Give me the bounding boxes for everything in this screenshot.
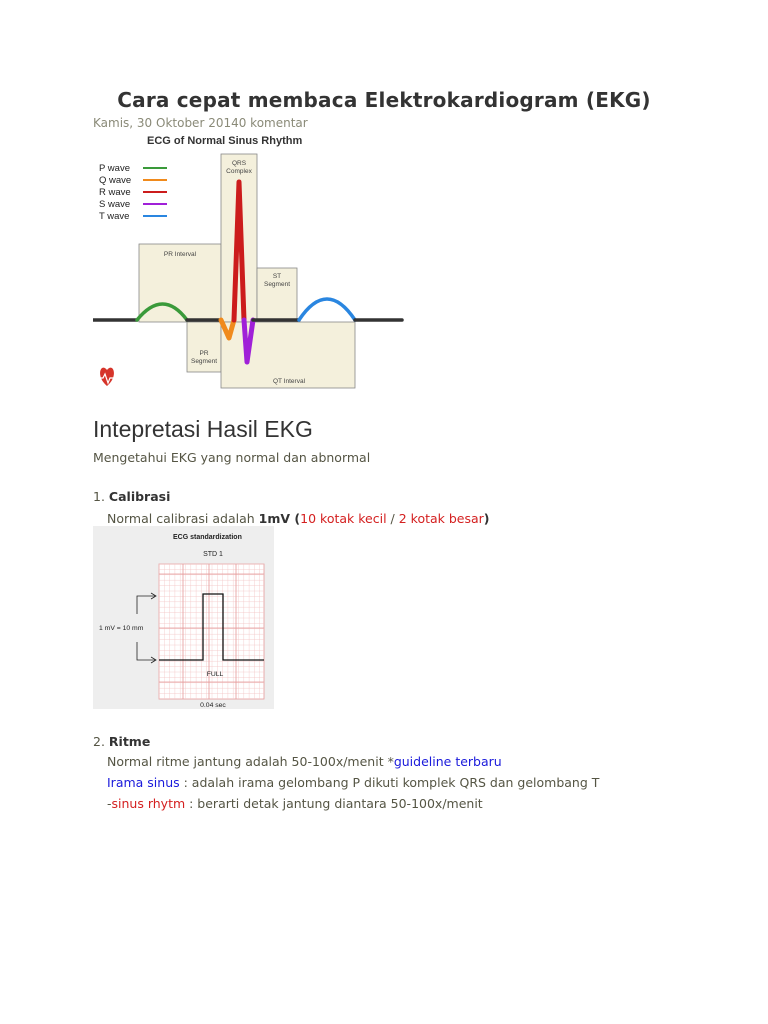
guideline-link[interactable]: guideline terbaru: [393, 754, 502, 769]
rhythm-line-2-text: : adalah irama gelombang P dikuti komplek QRS dan gelombang T: [183, 775, 600, 790]
calibration-small-boxes: 10 kotak kecil: [300, 511, 387, 526]
calibration-figure-title: ECG standardization: [173, 534, 242, 541]
rhythm-title: Ritme: [108, 734, 151, 749]
rhythm-line-1-text: Normal ritme jantung adalah 50-100x/menit *: [107, 754, 394, 769]
calibration-title: Calibrasi: [108, 489, 171, 504]
gain-label: FULL: [206, 671, 224, 678]
calibration-number: 1.: [93, 489, 105, 504]
pr-segment-label-line1: PR: [199, 350, 209, 357]
calibration-separator: /: [386, 511, 399, 526]
st-label-line1: ST: [272, 273, 282, 280]
sinus-rhytm-term: sinus rhytm: [111, 796, 190, 811]
section-subtitle: Mengetahui EKG yang normal dan abnormal: [93, 450, 371, 465]
legend-label-r: R wave: [99, 187, 131, 198]
calibration-large-boxes: 2 kotak besar: [398, 511, 484, 526]
rhythm-line-1: [107, 754, 502, 769]
ecg-figure-title: ECG of Normal Sinus Rhythm: [147, 135, 303, 147]
pr-interval-label: PR Interval: [163, 251, 197, 258]
calibration-text-prefix: Normal calibrasi adalah: [107, 511, 259, 526]
calibration-text: [107, 511, 490, 526]
legend-label-t: T wave: [99, 211, 130, 222]
rhythm-line-3: [107, 796, 483, 811]
calibration-figure: [93, 526, 274, 709]
post-meta: Kamis, 30 Oktober 20140 komentar: [93, 116, 308, 130]
calibration-value: 1mV: [258, 511, 291, 526]
qrs-label-line2: Complex: [226, 168, 252, 175]
rhythm-line-3-text: : berarti detak jantung diantara 50-100x/menit: [189, 796, 483, 811]
section-heading: Intepretasi Hasil EKG: [93, 416, 313, 442]
ecg-legend: [99, 163, 167, 222]
st-label-line2: Segment: [263, 281, 291, 288]
legend-label-s: S wave: [99, 199, 131, 210]
legend-label-p: P wave: [99, 163, 130, 174]
qt-interval-label: QT Interval: [272, 378, 306, 385]
time-label: 0.04 sec: [200, 702, 226, 709]
irama-sinus-term: Irama sinus: [107, 775, 184, 790]
t-wave: [299, 299, 355, 320]
rhythm-line-3-dash: -: [107, 796, 112, 811]
heart-logo-icon: [97, 368, 121, 386]
ecg-diagram: [93, 130, 405, 402]
legend-label-q: Q wave: [99, 175, 132, 186]
rhythm-heading: [93, 734, 150, 749]
calibration-paren-close: ): [483, 511, 490, 526]
calibration-lead-label: STD 1: [203, 551, 223, 558]
qrs-label-line1: QRS: [231, 160, 247, 167]
calibration-heading: [93, 489, 170, 504]
amplitude-label: 1 mV = 10 mm: [99, 625, 144, 632]
calibration-paren-open: (: [290, 511, 301, 526]
post-title: Cara cepat membaca Elektrokardiogram (EKG): [117, 88, 651, 112]
rhythm-number: 2.: [93, 734, 105, 749]
rhythm-line-2: [107, 775, 599, 790]
calibration-grid: [159, 564, 264, 699]
pr-segment-label-line2: Segment: [190, 358, 218, 365]
